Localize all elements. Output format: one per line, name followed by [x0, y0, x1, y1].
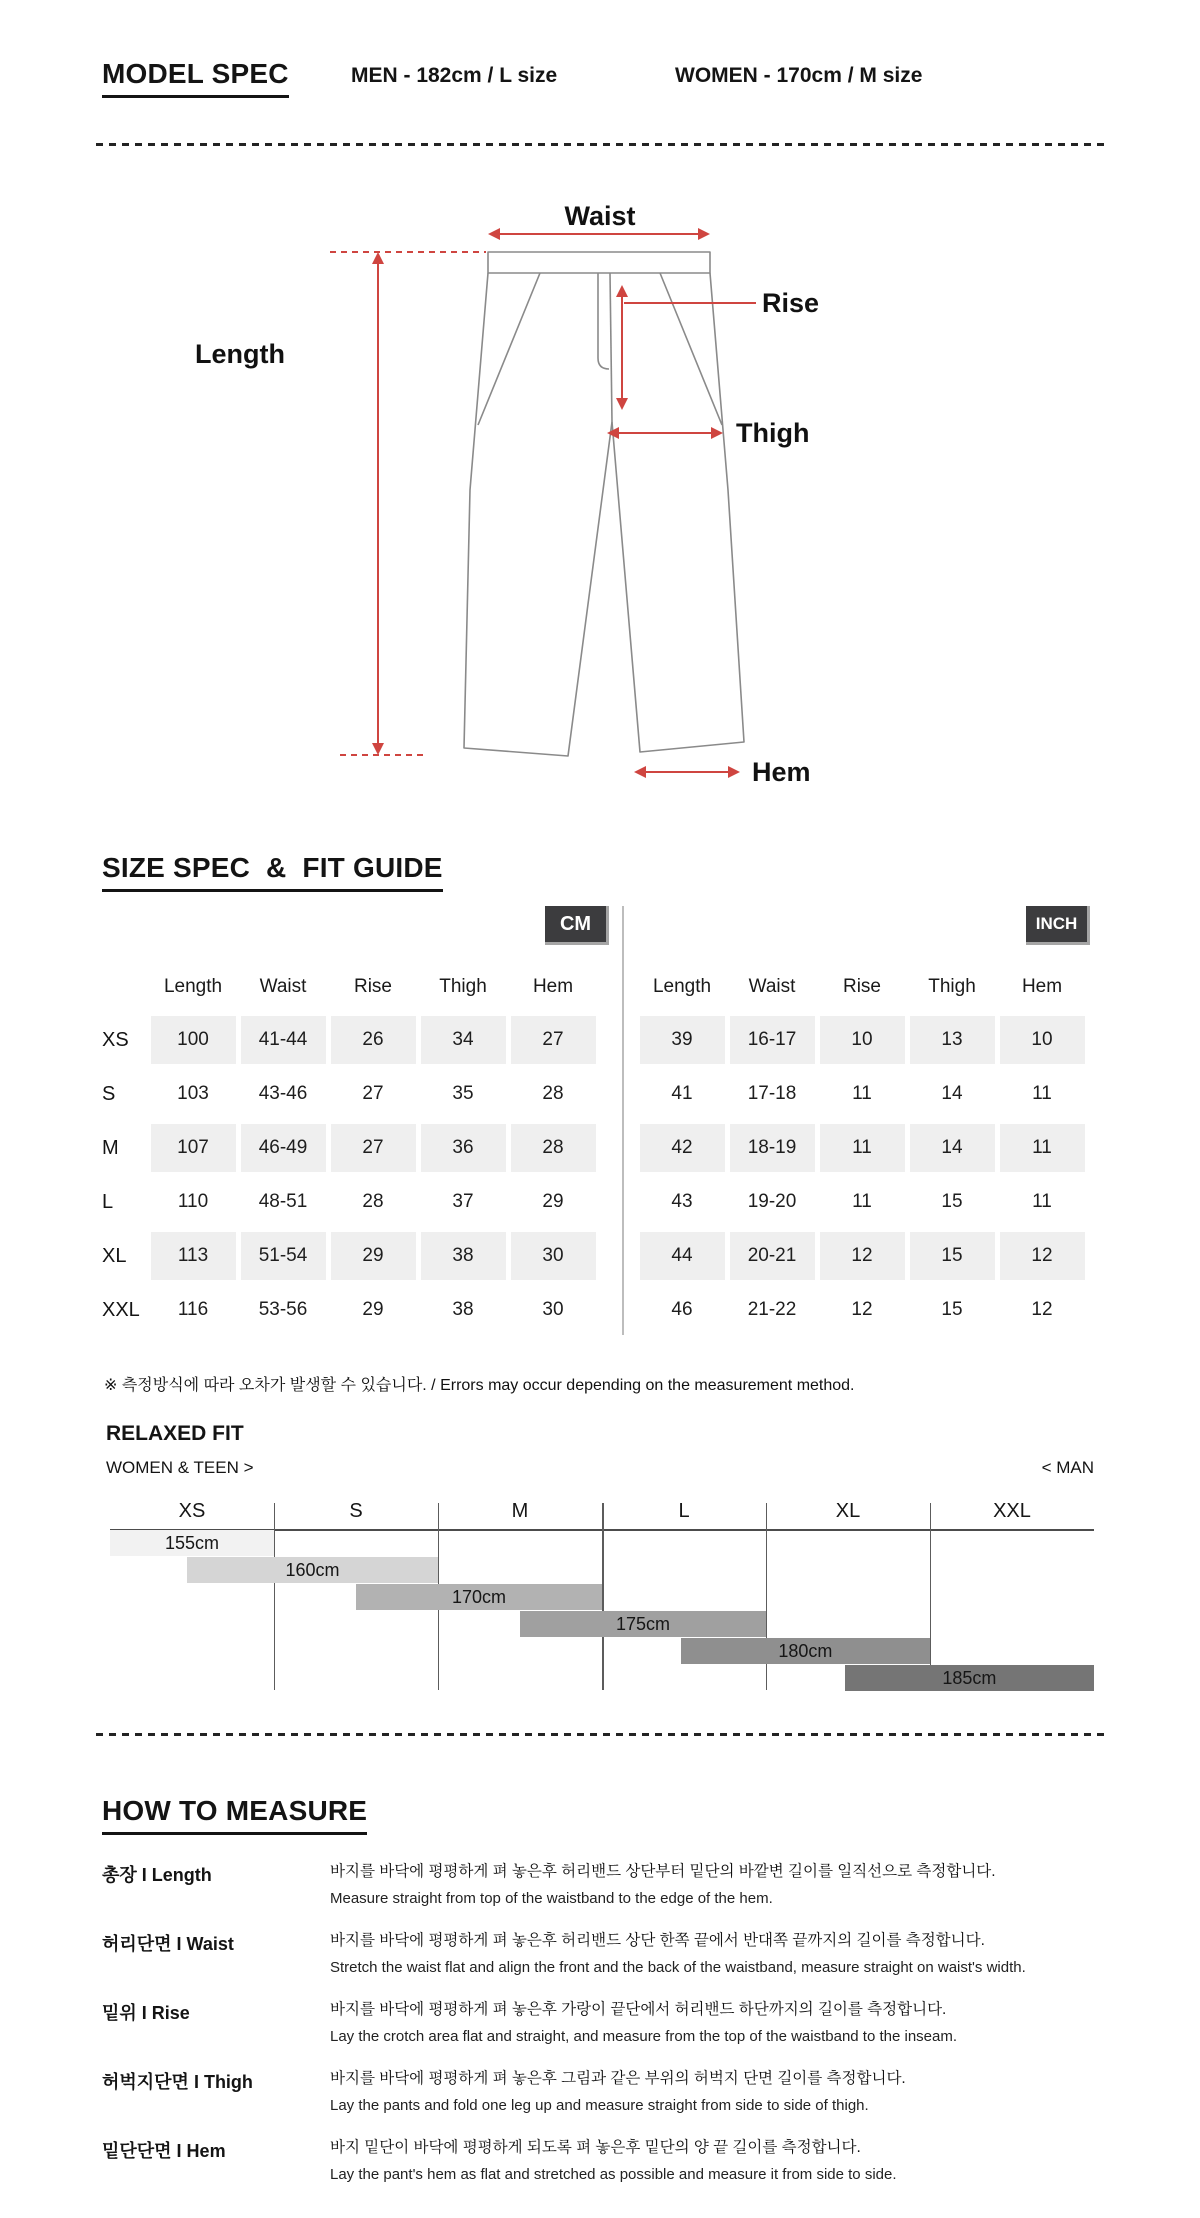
bar-row: [110, 1583, 1094, 1610]
measure-label: 허벅지단면 I Thigh: [102, 2072, 253, 2092]
cell-rise: 11: [852, 1083, 872, 1104]
cell-waist: 43-46: [258, 1083, 308, 1104]
measure-desc-english: Lay the pants and fold one leg up and measure straight from side to side of thigh.: [330, 2097, 869, 2114]
cell-waist: 51-54: [241, 1232, 326, 1280]
cell-rise: 26: [331, 1016, 416, 1064]
table-divider: [622, 906, 624, 1335]
measure-description: [330, 1927, 1152, 1981]
fit-size-label: S: [349, 1500, 363, 1522]
fit-size-label: XS: [178, 1500, 206, 1522]
cell-waist: 19-20: [747, 1191, 797, 1212]
measure-desc-english: Lay the crotch area flat and straight, and measure from the top of the waistband to the inseam.: [330, 2028, 958, 2045]
height-bar: [520, 1611, 766, 1637]
inch-unit-badge: INCH: [1026, 906, 1090, 945]
cell-thigh: 15: [941, 1191, 963, 1212]
cell-hem: 11: [1032, 1083, 1052, 1104]
dashed-divider-top: [96, 143, 1104, 146]
table-row: [102, 1121, 598, 1175]
cell-length: 43: [671, 1191, 693, 1212]
cell-thigh: 15: [910, 1232, 995, 1280]
measure-label: 밑단단면 I Hem: [102, 2141, 226, 2161]
measure-desc-korean: 바지를 바닥에 평평하게 펴 놓은후 가랑이 끝단에서 허리밴드 하단까지의 길이를 측정합니다.: [330, 2001, 947, 2018]
rise-label: Rise: [762, 288, 820, 318]
table-row: [637, 1067, 1087, 1121]
column-header: Thigh: [439, 976, 487, 997]
cell-waist: 17-18: [747, 1083, 797, 1104]
table-row: [637, 1283, 1087, 1337]
height-bar: [356, 1584, 602, 1610]
measure-row: [102, 1858, 1152, 1912]
waist-label: Waist: [564, 201, 636, 231]
cell-hem: 29: [542, 1191, 564, 1212]
bar-label: 180cm: [778, 1640, 833, 1661]
length-label: Length: [195, 339, 285, 369]
measure-description: [330, 1996, 1152, 2050]
cell-length: 110: [177, 1191, 209, 1212]
table-row: [102, 1013, 598, 1067]
fit-size-label: XXL: [993, 1500, 1031, 1522]
table-row: [102, 1283, 598, 1337]
table-row: [102, 1067, 598, 1121]
column-header: Length: [163, 976, 223, 997]
cell-thigh: 38: [421, 1232, 506, 1280]
measure-description: [330, 1858, 1152, 1912]
column-header: Hem: [1021, 976, 1063, 997]
table-row: [637, 1229, 1087, 1283]
measure-row: [102, 2134, 1152, 2188]
women-teen-link[interactable]: WOMEN & TEEN >: [106, 1458, 254, 1477]
measure-instructions: [102, 1858, 1152, 2203]
pants-outline: [464, 252, 744, 756]
measure-desc-english: Stretch the waist flat and align the front and the back of the waistband, measure straight on waist's width.: [330, 1959, 1026, 1976]
cell-rise: 12: [851, 1299, 873, 1320]
cell-waist: 53-56: [258, 1299, 308, 1320]
height-bars: [110, 1529, 1094, 1691]
cell-length: 46: [671, 1299, 693, 1320]
bar-label: 175cm: [615, 1613, 671, 1634]
cell-thigh: 13: [910, 1016, 995, 1064]
cell-thigh: 36: [421, 1124, 506, 1172]
measure-arrows: [330, 234, 756, 772]
cell-length: 39: [640, 1016, 725, 1064]
cell-length: 113: [151, 1232, 236, 1280]
right-leg: [612, 273, 744, 752]
bar-label: 155cm: [164, 1532, 220, 1553]
cell-thigh: 34: [421, 1016, 506, 1064]
column-header: Thigh: [928, 976, 976, 997]
bar-row: [110, 1637, 1094, 1664]
bar-label: 170cm: [451, 1586, 507, 1607]
cell-length: 44: [640, 1232, 725, 1280]
column-header: Length: [652, 976, 712, 997]
height-bar: [845, 1665, 1094, 1691]
cell-hem: 11: [1000, 1124, 1085, 1172]
cm-column-headers: [148, 976, 598, 998]
measure-desc-korean: 바지를 바닥에 평평하게 펴 놓은후 그림과 같은 부위의 허벅지 단면 길이를 측정합니다.: [330, 2070, 906, 2087]
inch-column-headers: [637, 976, 1087, 998]
page-title: MODEL SPEC: [102, 58, 289, 98]
cell-thigh: 37: [452, 1191, 474, 1212]
cell-waist: 18-19: [730, 1124, 815, 1172]
inch-size-table: [637, 1013, 1087, 1337]
left-leg: [464, 273, 612, 756]
cell-length: 41: [671, 1083, 693, 1104]
cell-waist: 48-51: [258, 1191, 308, 1212]
column-header: Waist: [748, 976, 796, 997]
cell-rise: 11: [852, 1191, 872, 1212]
size-label: XXL: [102, 1298, 140, 1321]
cell-rise: 10: [820, 1016, 905, 1064]
dashed-divider-bottom: [96, 1733, 1104, 1736]
height-bar: [187, 1557, 438, 1583]
measure-row: [102, 2065, 1152, 2119]
cell-rise: 12: [820, 1232, 905, 1280]
cm-unit-badge: CM: [545, 906, 609, 945]
cell-hem: 28: [511, 1124, 596, 1172]
bar-label: 185cm: [942, 1667, 997, 1688]
cell-hem: 12: [1000, 1232, 1085, 1280]
measure-label: 총장 I Length: [102, 1865, 212, 1885]
cell-rise: 29: [331, 1232, 416, 1280]
cell-thigh: 15: [941, 1299, 963, 1320]
cell-waist: 41-44: [241, 1016, 326, 1064]
fit-title: RELAXED FIT: [106, 1422, 244, 1445]
cell-thigh: 14: [941, 1083, 963, 1104]
measure-desc-korean: 바지 밑단이 바닥에 평평하게 되도록 펴 놓은후 밑단의 양 끝 길이를 측정합니다.: [330, 2139, 861, 2156]
fit-size-label: XL: [835, 1500, 861, 1522]
cell-hem: 10: [1000, 1016, 1085, 1064]
cell-hem: 12: [1031, 1299, 1053, 1320]
man-link[interactable]: < MAN: [1041, 1458, 1094, 1477]
measure-row: [102, 1927, 1152, 1981]
fit-size-columns: [110, 1500, 1094, 1523]
size-label: S: [102, 1082, 116, 1105]
column-header: Rise: [353, 976, 392, 997]
model-spec-women: WOMEN - 170cm / M size: [675, 64, 923, 87]
cell-thigh: 35: [452, 1083, 474, 1104]
cell-rise: 27: [331, 1124, 416, 1172]
fit-guide-chart: [110, 1500, 1094, 1700]
cell-hem: 27: [511, 1016, 596, 1064]
cell-length: 116: [177, 1299, 209, 1320]
size-spec-title: SIZE SPEC & FIT GUIDE: [102, 852, 443, 892]
column-header: Rise: [842, 976, 881, 997]
cell-hem: 30: [542, 1299, 564, 1320]
fit-size-label: L: [678, 1500, 690, 1522]
measure-description: [330, 2134, 1152, 2188]
table-row: [102, 1175, 598, 1229]
waistband: [488, 252, 710, 273]
bar-row: [110, 1610, 1094, 1637]
size-label: M: [102, 1136, 119, 1159]
measure-desc-english: Measure straight from top of the waistband to the edge of the hem.: [330, 1890, 773, 1907]
bar-row: [110, 1529, 1094, 1556]
fly-seam: [598, 273, 609, 369]
fit-size-label: M: [511, 1500, 529, 1522]
measure-label: 밑위 I Rise: [102, 2003, 190, 2023]
arrowheads: [372, 228, 740, 778]
how-to-measure-title: HOW TO MEASURE: [102, 1795, 367, 1835]
column-header: Hem: [532, 976, 574, 997]
bar-row: [110, 1664, 1094, 1691]
cell-waist: 16-17: [730, 1016, 815, 1064]
center-seam: [610, 273, 612, 422]
cell-thigh: 14: [910, 1124, 995, 1172]
measure-row: [102, 1996, 1152, 2050]
cell-hem: 30: [511, 1232, 596, 1280]
height-bar: [110, 1530, 274, 1556]
pants-diagram: [180, 190, 880, 810]
right-pocket-seam: [660, 273, 722, 425]
table-row: [637, 1175, 1087, 1229]
measure-label: 허리단면 I Waist: [102, 1934, 234, 1954]
cell-rise: 28: [362, 1191, 384, 1212]
size-label: XL: [102, 1244, 127, 1267]
cell-rise: 29: [362, 1299, 384, 1320]
model-spec-men: MEN - 182cm / L size: [351, 64, 558, 87]
cell-waist: 46-49: [241, 1124, 326, 1172]
cell-waist: 20-21: [730, 1232, 815, 1280]
size-label: XS: [102, 1028, 129, 1051]
cell-thigh: 38: [452, 1299, 474, 1320]
bar-row: [110, 1556, 1094, 1583]
left-pocket-seam: [478, 273, 540, 425]
cell-waist: 21-22: [747, 1299, 797, 1320]
cell-rise: 11: [820, 1124, 905, 1172]
cell-hem: 11: [1032, 1191, 1052, 1212]
table-row: [637, 1013, 1087, 1067]
thigh-label: Thigh: [736, 418, 810, 448]
height-bar: [681, 1638, 930, 1664]
cm-size-table: [102, 1013, 598, 1337]
cell-rise: 27: [362, 1083, 384, 1104]
size-label: L: [102, 1190, 114, 1213]
measure-description: [330, 2065, 1152, 2119]
table-row: [102, 1229, 598, 1283]
cell-length: 107: [151, 1124, 236, 1172]
bar-label: 160cm: [285, 1559, 340, 1580]
column-header: Waist: [259, 976, 307, 997]
measure-desc-english: Lay the pant's hem as flat and stretched as possible and measure it from side to side.: [330, 2166, 897, 2183]
cell-hem: 28: [542, 1083, 564, 1104]
measure-desc-korean: 바지를 바닥에 평평하게 펴 놓은후 허리밴드 상단 한쪽 끝에서 반대쪽 끝까지의 길이를 측정합니다.: [330, 1932, 985, 1949]
diagram-labels: [195, 201, 819, 787]
table-row: [637, 1121, 1087, 1175]
hem-label: Hem: [752, 757, 811, 787]
cell-length: 100: [151, 1016, 236, 1064]
measurement-note: ※ 측정방식에 따라 오차가 발생할 수 있습니다. / Errors may occur depending on the measurement method.: [104, 1377, 855, 1394]
measure-desc-korean: 바지를 바닥에 평평하게 펴 놓은후 허리밴드 상단부터 밑단의 바깥변 길이를 일직선으로 측정합니다.: [330, 1863, 996, 1880]
cell-length: 42: [640, 1124, 725, 1172]
cell-length: 103: [177, 1083, 209, 1104]
